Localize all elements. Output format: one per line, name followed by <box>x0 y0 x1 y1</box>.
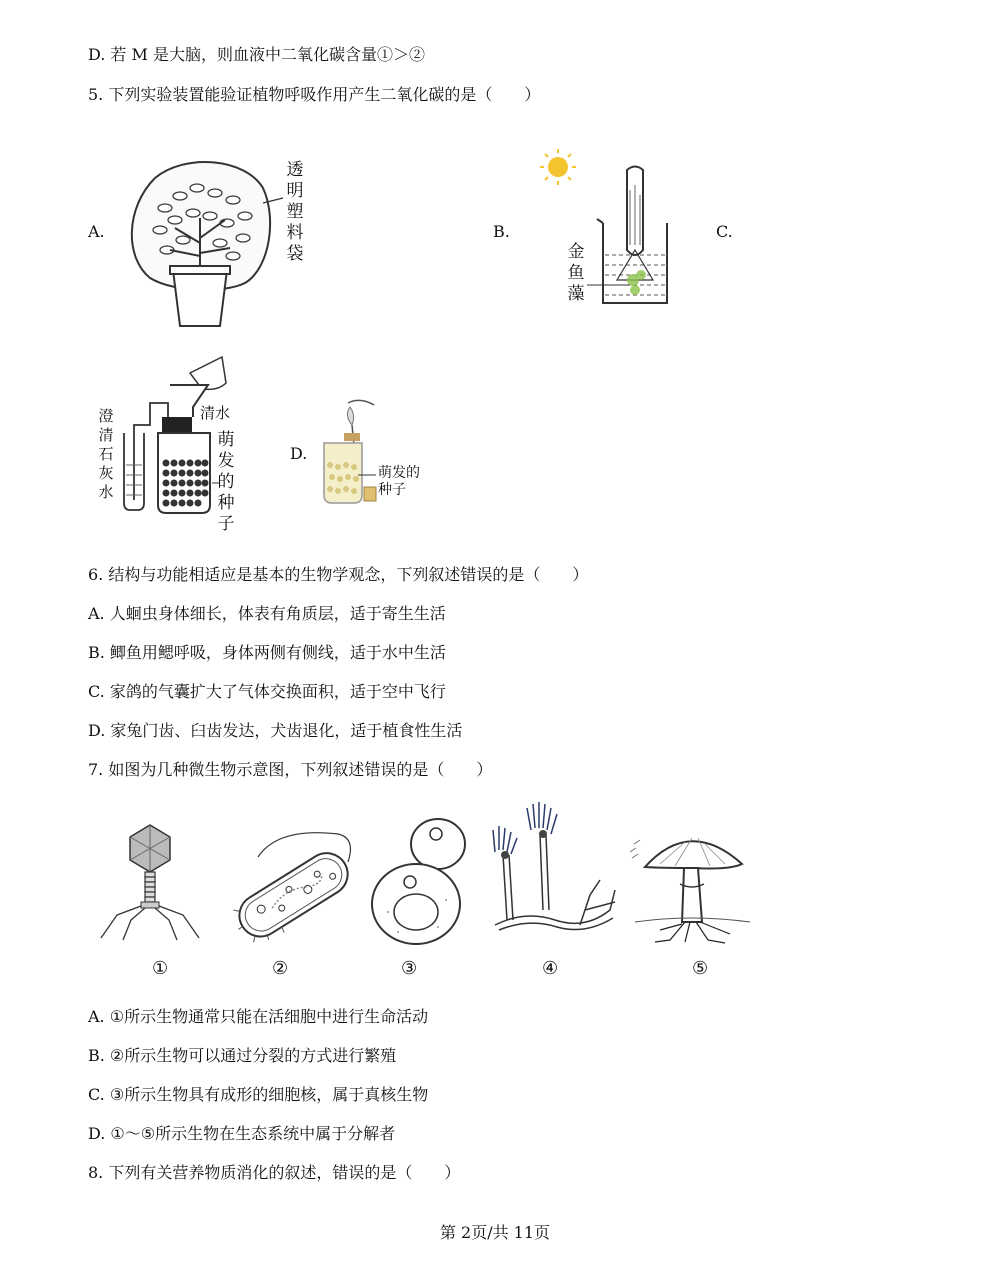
figure-a-bag-label: 透 明 塑 料 袋 <box>286 160 304 264</box>
figure-number-5: ⑤ <box>692 958 709 979</box>
figure-number-4: ④ <box>542 958 559 979</box>
q7-option-d: D. ①～⑤所示生物在生态系统中属于分解者 <box>88 1124 396 1143</box>
q7-stem: 7. 如图为几种微生物示意图，下列叙述错误的是（ ） <box>88 760 493 779</box>
figure-number-3: ③ <box>401 958 418 979</box>
q6-option-b: B. 鲫鱼用鳃呼吸，身体两侧有侧线，适于水中生活 <box>88 643 446 662</box>
q5-label-b: B. <box>493 222 510 241</box>
sun-icon <box>540 149 576 185</box>
q5-label-c: C. <box>716 222 733 241</box>
q7-option-c: C. ③所示生物具有成形的细胞核，属于真核生物 <box>88 1085 429 1104</box>
q5-label-a: A. <box>88 222 105 241</box>
page-footer: 第 2页/共 11页 <box>439 1223 551 1242</box>
q7-option-a: A. ①所示生物通常只能在活细胞中进行生命活动 <box>88 1007 429 1026</box>
q6-option-a: A. 人蛔虫身体细长，体表有角质层，适于寄生生活 <box>88 604 446 623</box>
figure-b-plant-label: 金 鱼 藻 <box>567 242 585 304</box>
figure-c-seeds-label: 萌 发 的 种 子 <box>217 430 235 534</box>
q6-option-c: C. 家鸽的气囊扩大了气体交换面积，适于空中飞行 <box>88 682 446 701</box>
figure-d-seeds-label: 萌发的 种子 <box>378 465 420 498</box>
figure-number-1: ① <box>152 958 169 979</box>
q6-option-d: D. 家兔门齿、臼齿发达，犬齿退化，适于植食性生活 <box>88 721 463 740</box>
microbe-3-yeast <box>368 812 468 947</box>
figure-b-aquatic-plant <box>535 145 685 310</box>
figure-a-plant-bag <box>125 158 275 330</box>
q4-option-d: D. 若 M 是大脑，则血液中二氧化碳含量①＞② <box>88 45 425 64</box>
microbe-1-bacteriophage <box>95 820 205 945</box>
q5-label-d: D. <box>290 444 308 463</box>
q5-stem: 5. 下列实验装置能验证植物呼吸作用产生二氧化碳的是（ ） <box>88 85 541 104</box>
figure-c-limewater-label: 澄 清 石 灰 水 <box>98 407 114 501</box>
q7-option-b: B. ②所示生物可以通过分裂的方式进行繁殖 <box>88 1046 397 1065</box>
q8-stem: 8. 下列有关营养物质消化的叙述，错误的是（ ） <box>88 1163 461 1182</box>
figure-c-water-label: 清水 <box>200 404 231 422</box>
figure-number-2: ② <box>272 958 289 979</box>
microbe-2-bacterium <box>228 822 358 942</box>
microbe-5-mushroom <box>630 822 755 947</box>
microbe-4-mold <box>485 800 625 950</box>
q6-stem: 6. 结构与功能相适应是基本的生物学观念，下列叙述错误的是（ ） <box>88 565 589 584</box>
